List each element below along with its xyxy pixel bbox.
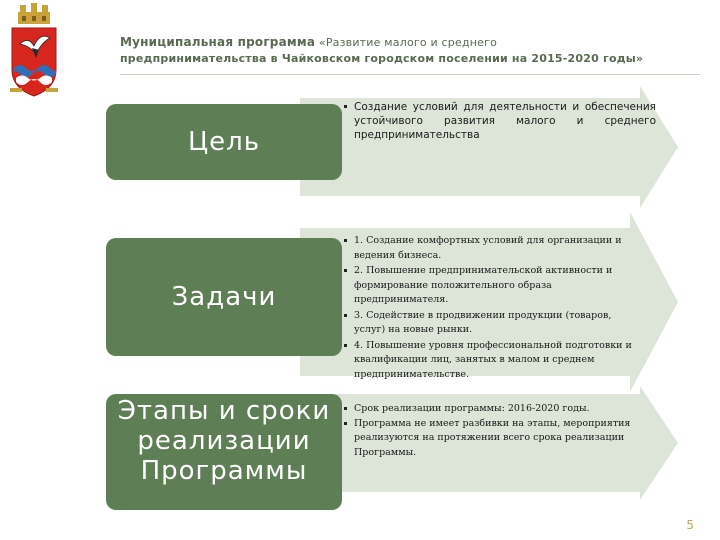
title-quote: «Развитие малого и среднего <box>315 36 498 49</box>
slide-title <box>120 34 700 67</box>
title-line2: предпринимательства в Чайковском городском поселении на 2015-2020 годы» <box>120 52 644 65</box>
tasks-label: Задачи <box>171 282 277 312</box>
stage-item-1: Срок реализации программы: 2016-2020 годы. <box>344 402 644 417</box>
tasks-list <box>344 234 634 383</box>
task-item-3: 3. Содействие в продвижении продукции (товаров, услуг) на новые рынки. <box>344 309 634 338</box>
title-divider <box>120 74 700 75</box>
goal-box <box>106 104 342 180</box>
goal-item: Создание условий для деятельности и обеспечения устойчивого развития малого и среднего предпринимательства <box>344 100 656 142</box>
stages-label: Этапы и сроки реализации Программы <box>117 396 331 486</box>
task-item-2: 2. Повышение предпринимательской активности и формирование положительного образа предпринимателя. <box>344 264 634 308</box>
page-number: 5 <box>686 518 694 532</box>
stages-box <box>106 394 342 510</box>
goal-label: Цель <box>187 127 261 157</box>
coat-of-arms-icon <box>6 2 62 98</box>
stages-list <box>344 402 644 460</box>
title-main: Муниципальная программа <box>120 35 316 49</box>
task-item-1: 1. Создание комфортных условий для организации и ведения бизнеса. <box>344 234 634 263</box>
stage-item-2: Программа не имеет разбивки на этапы, мероприятия реализуются на протяжении всего срока реализации Программы. <box>344 417 644 461</box>
goal-list <box>344 100 656 142</box>
tasks-box <box>106 238 342 356</box>
task-item-4: 4. Повышение уровня профессиональной подготовки и квалификации лиц, занятых в малом и среднем предпринимательстве. <box>344 339 634 383</box>
